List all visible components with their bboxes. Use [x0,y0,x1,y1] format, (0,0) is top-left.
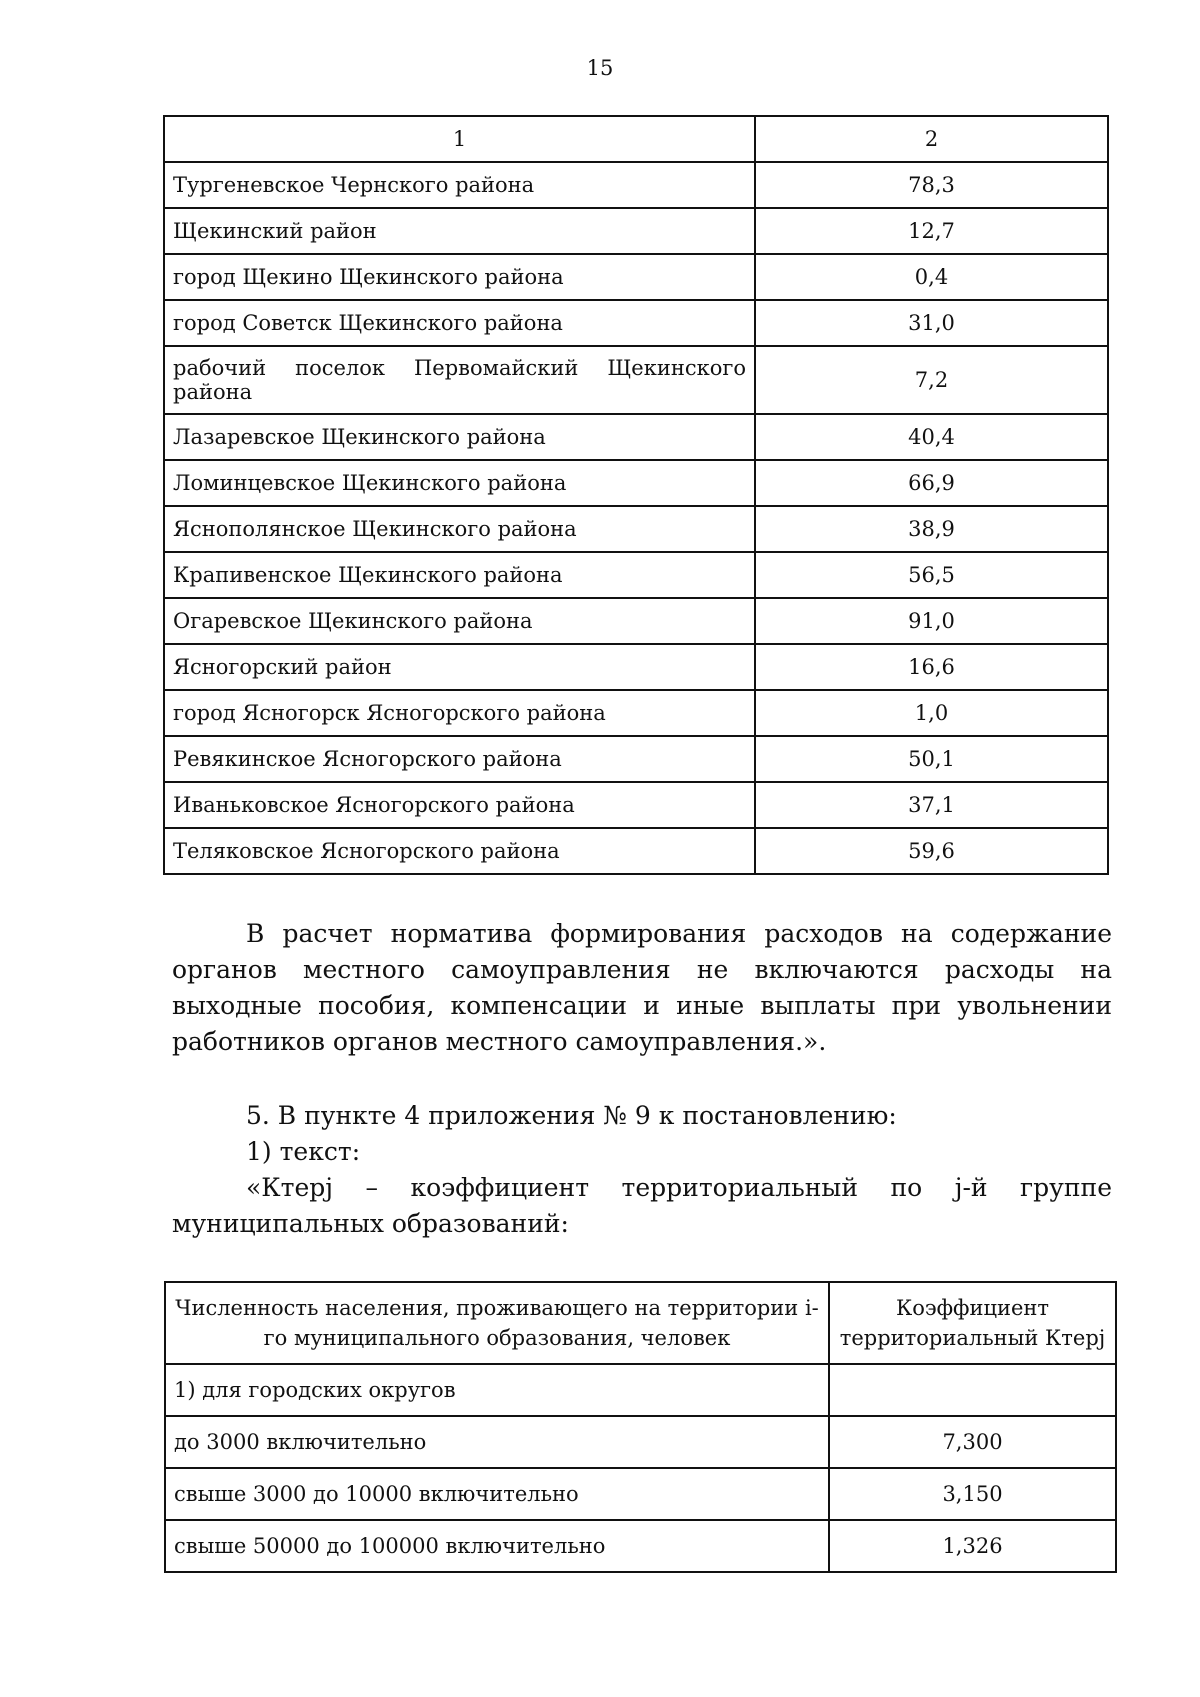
population-range: свыше 3000 до 10000 включительно [165,1468,829,1520]
municipality-name: город Щекино Щекинского района [164,254,755,300]
item-5-subitem-1: 1) текст: [246,1137,361,1166]
coefficient-value: 7,300 [829,1416,1116,1468]
municipality-value: 40,4 [755,414,1108,460]
municipality-name: город Советск Щекинского района [164,300,755,346]
exclusion-paragraph: В расчет норматива формирования расходов на содержание органов местного самоуправления не включаются расходы на выходные пособия, компенсации и иные выплаты при увольнении работников органов местного самоуправления.». [172,919,1112,1056]
municipality-name: Яснополянское Щекинского района [164,506,755,552]
table-row [164,300,1108,346]
municipality-value: 78,3 [755,162,1108,208]
table-header-row [164,116,1108,162]
municipality-name: Ломинцевское Щекинского района [164,460,755,506]
table-row [164,552,1108,598]
table-row [164,782,1108,828]
population-coefficient-table [164,1281,1117,1573]
table-row [164,506,1108,552]
page-number: 15 [586,56,614,80]
table-row [164,414,1108,460]
population-column-header: Численность населения, проживающего на территории i-го муниципального образования, человек [165,1282,829,1364]
municipality-value: 1,0 [755,690,1108,736]
population-range: 1) для городских округов [165,1364,829,1416]
population-range: до 3000 включительно [165,1416,829,1468]
coefficient-value: 1,326 [829,1520,1116,1572]
municipality-value: 66,9 [755,460,1108,506]
table-row [164,460,1108,506]
municipality-value: 56,5 [755,552,1108,598]
table-row [164,644,1108,690]
municipality-value: 16,6 [755,644,1108,690]
table-row [164,254,1108,300]
population-range: свыше 50000 до 100000 включительно [165,1520,829,1572]
table-row [165,1468,1116,1520]
table-row [164,162,1108,208]
table-row [164,736,1108,782]
item-5-heading: 5. В пункте 4 приложения № 9 к постановлению: [246,1101,897,1130]
table-row [164,598,1108,644]
table-row [164,208,1108,254]
table-row [164,346,1108,414]
table-row [165,1520,1116,1572]
municipality-name: Огаревское Щекинского района [164,598,755,644]
municipality-name: город Ясногорск Ясногорского района [164,690,755,736]
table-row [164,828,1108,874]
municipality-name: Иваньковское Ясногорского района [164,782,755,828]
municipality-name: рабочий поселок Первомайский Щекинского района [164,346,755,414]
municipality-value: 31,0 [755,300,1108,346]
coefficient-value: 3,150 [829,1468,1116,1520]
column-header-1: 1 [164,116,755,162]
table-row [164,690,1108,736]
coefficient-column-header: Коэффициент территориальный Ктерj [829,1282,1116,1364]
municipality-value: 91,0 [755,598,1108,644]
municipality-value: 59,6 [755,828,1108,874]
municipality-value: 12,7 [755,208,1108,254]
territorial-coefficient-table [163,115,1109,875]
municipality-name: Лазаревское Щекинского района [164,414,755,460]
table-row [165,1416,1116,1468]
municipality-name: Ясногорский район [164,644,755,690]
coefficient-value [829,1364,1116,1416]
table-row [165,1364,1116,1416]
municipality-value: 0,4 [755,254,1108,300]
municipality-value: 38,9 [755,506,1108,552]
municipality-name: Щекинский район [164,208,755,254]
municipality-name: Крапивенское Щекинского района [164,552,755,598]
municipality-value: 7,2 [755,346,1108,414]
table-header-row [165,1282,1116,1364]
municipality-value: 50,1 [755,736,1108,782]
municipality-name: Теляковское Ясногорского района [164,828,755,874]
coefficient-definition-quote: «Ктерj – коэффициент территориальный по j-й группе муниципальных образований: [172,1173,1112,1238]
municipality-value: 37,1 [755,782,1108,828]
column-header-2: 2 [755,116,1108,162]
municipality-name: Тургеневское Чернского района [164,162,755,208]
municipality-name: Ревякинское Ясногорского района [164,736,755,782]
